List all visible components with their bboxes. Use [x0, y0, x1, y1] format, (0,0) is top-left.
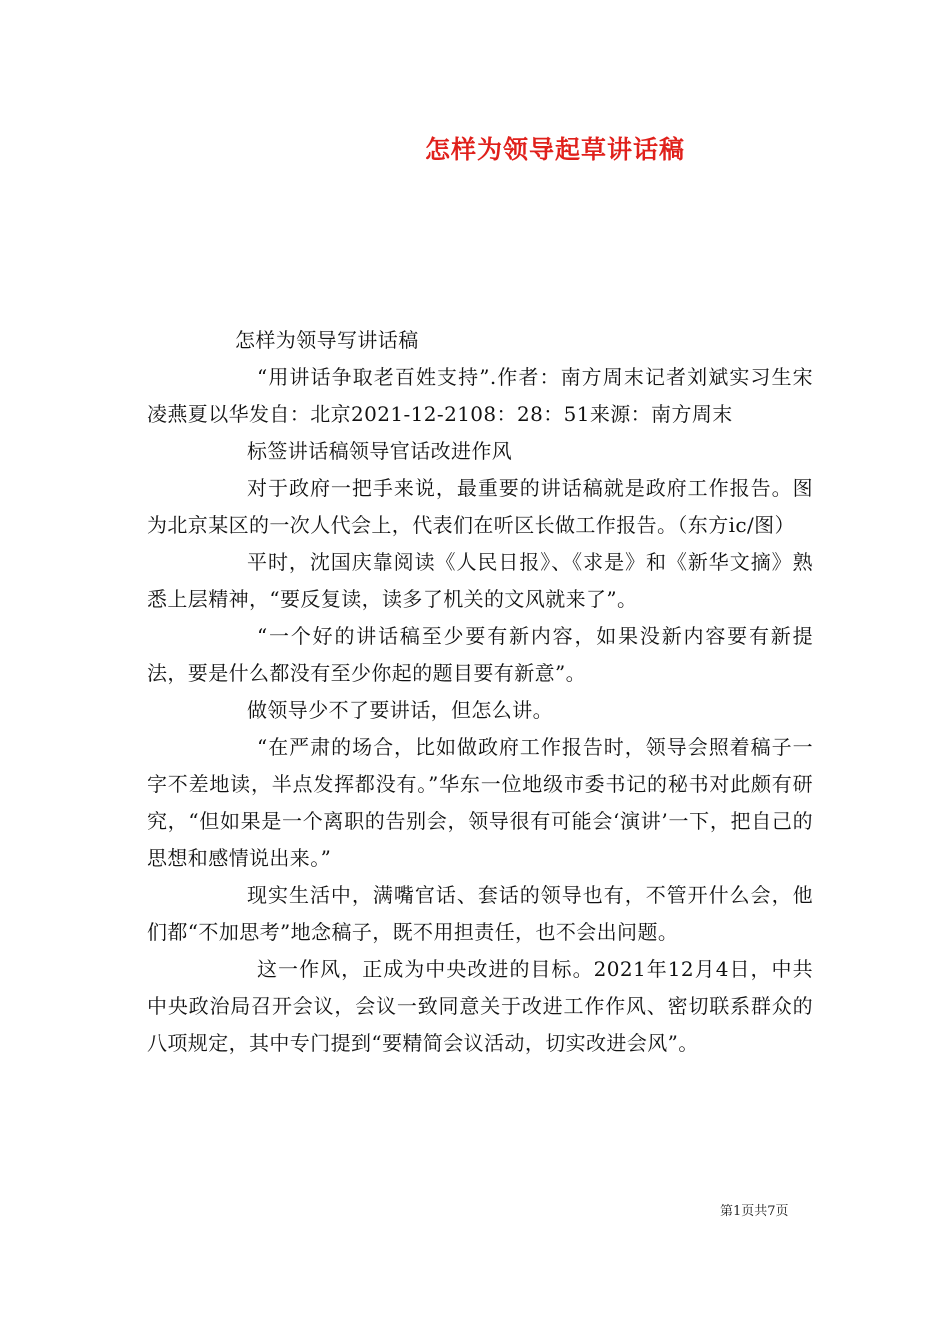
- paragraph-tags: 标签讲话稿领导官话改进作风: [247, 439, 513, 463]
- paragraph: 这一作风，正成为中央改进的目标。2021年12月4日，中共中央政治局召开会议，会议一致同意关于改进工作作风、密切联系群众的八项规定，其中专门提到“要精简会议活动，切实改进会风”。: [147, 957, 813, 1055]
- paragraph: 做领导少不了要讲话，但怎么讲。: [247, 698, 553, 722]
- page-number-footer: 第1页共7页: [720, 1204, 789, 1219]
- paragraph: 平时，沈国庆靠阅读《人民日报》、《求是》和《新华文摘》熟悉上层精神，“要反复读，读多了机关的文风就来了”。: [147, 550, 813, 611]
- paragraph: “一个好的讲话稿至少要有新内容，如果没新内容要有新提法，要是什么都没有至少你起的题目要有新意”。: [147, 624, 813, 685]
- paragraph: 对于政府一把手来说，最重要的讲话稿就是政府工作报告。图为北京某区的一次人代会上，代表们在听区长做工作报告。（东方ic/图）: [147, 476, 813, 537]
- paragraph-subtitle: 怎样为领导写讲话稿: [235, 328, 419, 352]
- paragraph-byline: “用讲话争取老百姓支持”.作者：南方周末记者刘斌实习生宋凌燕夏以华发自：北京2021-12-2108：28：51来源：南方周末: [147, 365, 813, 426]
- paragraph: 现实生活中，满嘴官话、套话的领导也有，不管开什么会，他们都“不加思考”地念稿子，既不用担责任，也不会出问题。: [147, 883, 813, 944]
- document-body: [147, 322, 813, 1062]
- document-title: 怎样为领导起草讲话稿: [424, 135, 685, 164]
- paragraph: “在严肃的场合，比如做政府工作报告时，领导会照着稿子一字不差地读，半点发挥都没有。”华东一位地级市委书记的秘书对此颇有研究，“但如果是一个离职的告别会，领导很有可能会‘演讲’一下，把自己的思想和感情说出来。”: [147, 735, 813, 870]
